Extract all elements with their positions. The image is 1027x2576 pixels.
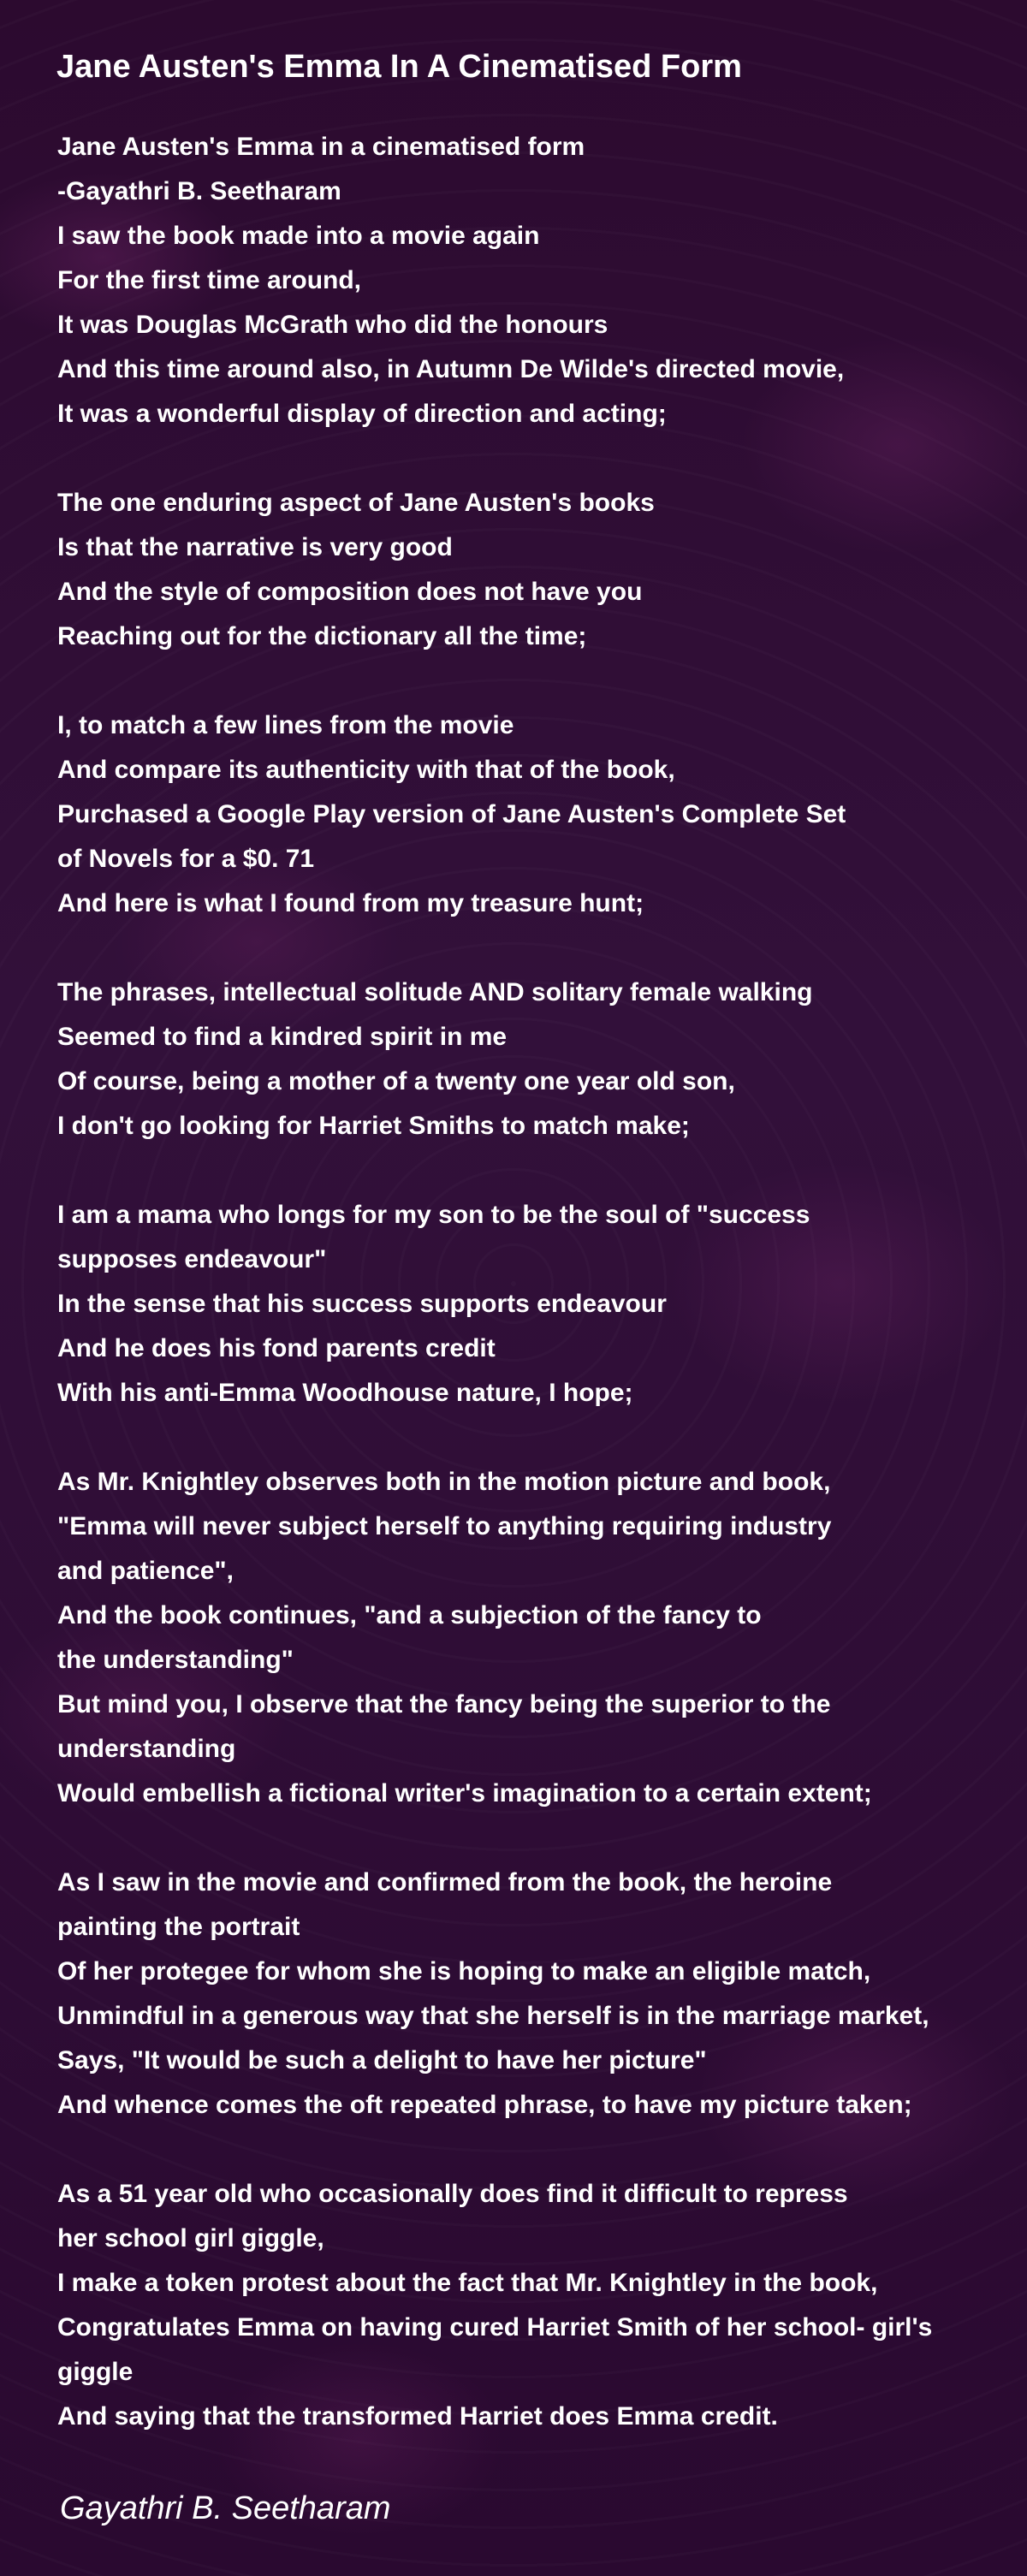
poem-line: giggle (57, 2358, 134, 2386)
poem-line: I saw the book made into a movie again (57, 222, 540, 250)
poem-line: -Gayathri B. Seetharam (57, 177, 341, 205)
stanza (57, 703, 1016, 926)
stanza-gap (57, 2128, 1016, 2172)
poem-line: I, to match a few lines from the movie (57, 711, 514, 739)
stanza-gap (57, 436, 1016, 481)
stanza-gap (57, 926, 1016, 970)
poem-line: And the book continues, "and a subjection of the fancy to (57, 1601, 762, 1629)
poem-line: Of course, being a mother of a twenty one year old son, (57, 1067, 735, 1095)
poem-line: And the style of composition does not have you (57, 578, 643, 606)
poem-line: And compare its authenticity with that of the book, (57, 756, 675, 784)
poem-line: As I saw in the movie and confirmed from the book, the heroine (57, 1868, 833, 1896)
poem-line: The one enduring aspect of Jane Austen's books (57, 489, 655, 517)
stanza-gap (57, 1816, 1016, 1861)
poem-line: Says, "It would be such a delight to have her picture" (57, 2046, 707, 2074)
poem-line: Congratulates Emma on having cured Harriet Smith of her school- girl's (57, 2313, 933, 2342)
poem-line: The phrases, intellectual solitude AND solitary female walking (57, 978, 813, 1006)
poem-title: Jane Austen's Emma In A Cinematised Form (56, 49, 742, 85)
stanza (57, 1460, 1016, 1816)
poem-line: Reaching out for the dictionary all the time; (57, 622, 587, 650)
poem-line: But mind you, I observe that the fancy being the superior to the (57, 1690, 831, 1718)
poem-author: Gayathri B. Seetharam (60, 2490, 391, 2526)
poem-body (57, 125, 1016, 2439)
poem-line: As a 51 year old who occasionally does find it difficult to repress (57, 2180, 848, 2208)
poem-line: With his anti-Emma Woodhouse nature, I hope; (57, 1379, 633, 1407)
stanza (57, 125, 1016, 436)
poem-line: Purchased a Google Play version of Jane Austen's Complete Set (57, 800, 846, 828)
poem-line: I make a token protest about the fact that Mr. Knightley in the book, (57, 2269, 878, 2297)
poem-line: Jane Austen's Emma in a cinematised form (57, 133, 585, 161)
poem-line: And he does his fond parents credit (57, 1334, 496, 1362)
poem-line: And here is what I found from my treasure hunt; (57, 889, 644, 917)
poem-line: supposes endeavour" (57, 1245, 327, 1273)
poem-line: In the sense that his success supports endeavour (57, 1290, 667, 1318)
poem-line: Seemed to find a kindred spirit in me (57, 1023, 508, 1051)
stanza (57, 1861, 1016, 2128)
stanza (57, 1193, 1016, 1416)
poem-line: I don't go looking for Harriet Smiths to match make; (57, 1112, 690, 1140)
poem-line: And this time around also, in Autumn De Wilde's directed movie, (57, 355, 845, 383)
poem-line: And whence comes the oft repeated phrase, to have my picture taken; (57, 2091, 912, 2119)
poem-line: her school girl giggle, (57, 2224, 324, 2253)
poem-line: For the first time around, (57, 266, 362, 294)
stanza-gap (57, 1149, 1016, 1193)
stanza (57, 2172, 1016, 2439)
poem-line: Unmindful in a generous way that she herself is in the marriage market, (57, 2002, 929, 2030)
stanza-gap (57, 659, 1016, 703)
poem-line: of Novels for a $0. 71 (57, 845, 315, 873)
stanza (57, 970, 1016, 1149)
poem-line: and patience", (57, 1557, 234, 1585)
stanza (57, 481, 1016, 659)
poem-line: Would embellish a fictional writer's imagination to a certain extent; (57, 1779, 872, 1807)
poem-line: Of her protegee for whom she is hoping to make an eligible match, (57, 1957, 871, 1985)
poem-line: painting the portrait (57, 1913, 300, 1941)
poem-line: the understanding" (57, 1646, 294, 1674)
poem-line: understanding (57, 1735, 236, 1763)
poem-line: It was a wonderful display of direction and acting; (57, 400, 667, 428)
poem-line: As Mr. Knightley observes both in the motion picture and book, (57, 1468, 831, 1496)
poem-line: And saying that the transformed Harriet does Emma credit. (57, 2402, 778, 2431)
poem-line: "Emma will never subject herself to anything requiring industry (57, 1512, 832, 1540)
poem-line: Is that the narrative is very good (57, 533, 453, 561)
poem-line: I am a mama who longs for my son to be the soul of "success (57, 1201, 810, 1229)
stanza-gap (57, 1416, 1016, 1460)
poem-line: It was Douglas McGrath who did the honours (57, 311, 608, 339)
